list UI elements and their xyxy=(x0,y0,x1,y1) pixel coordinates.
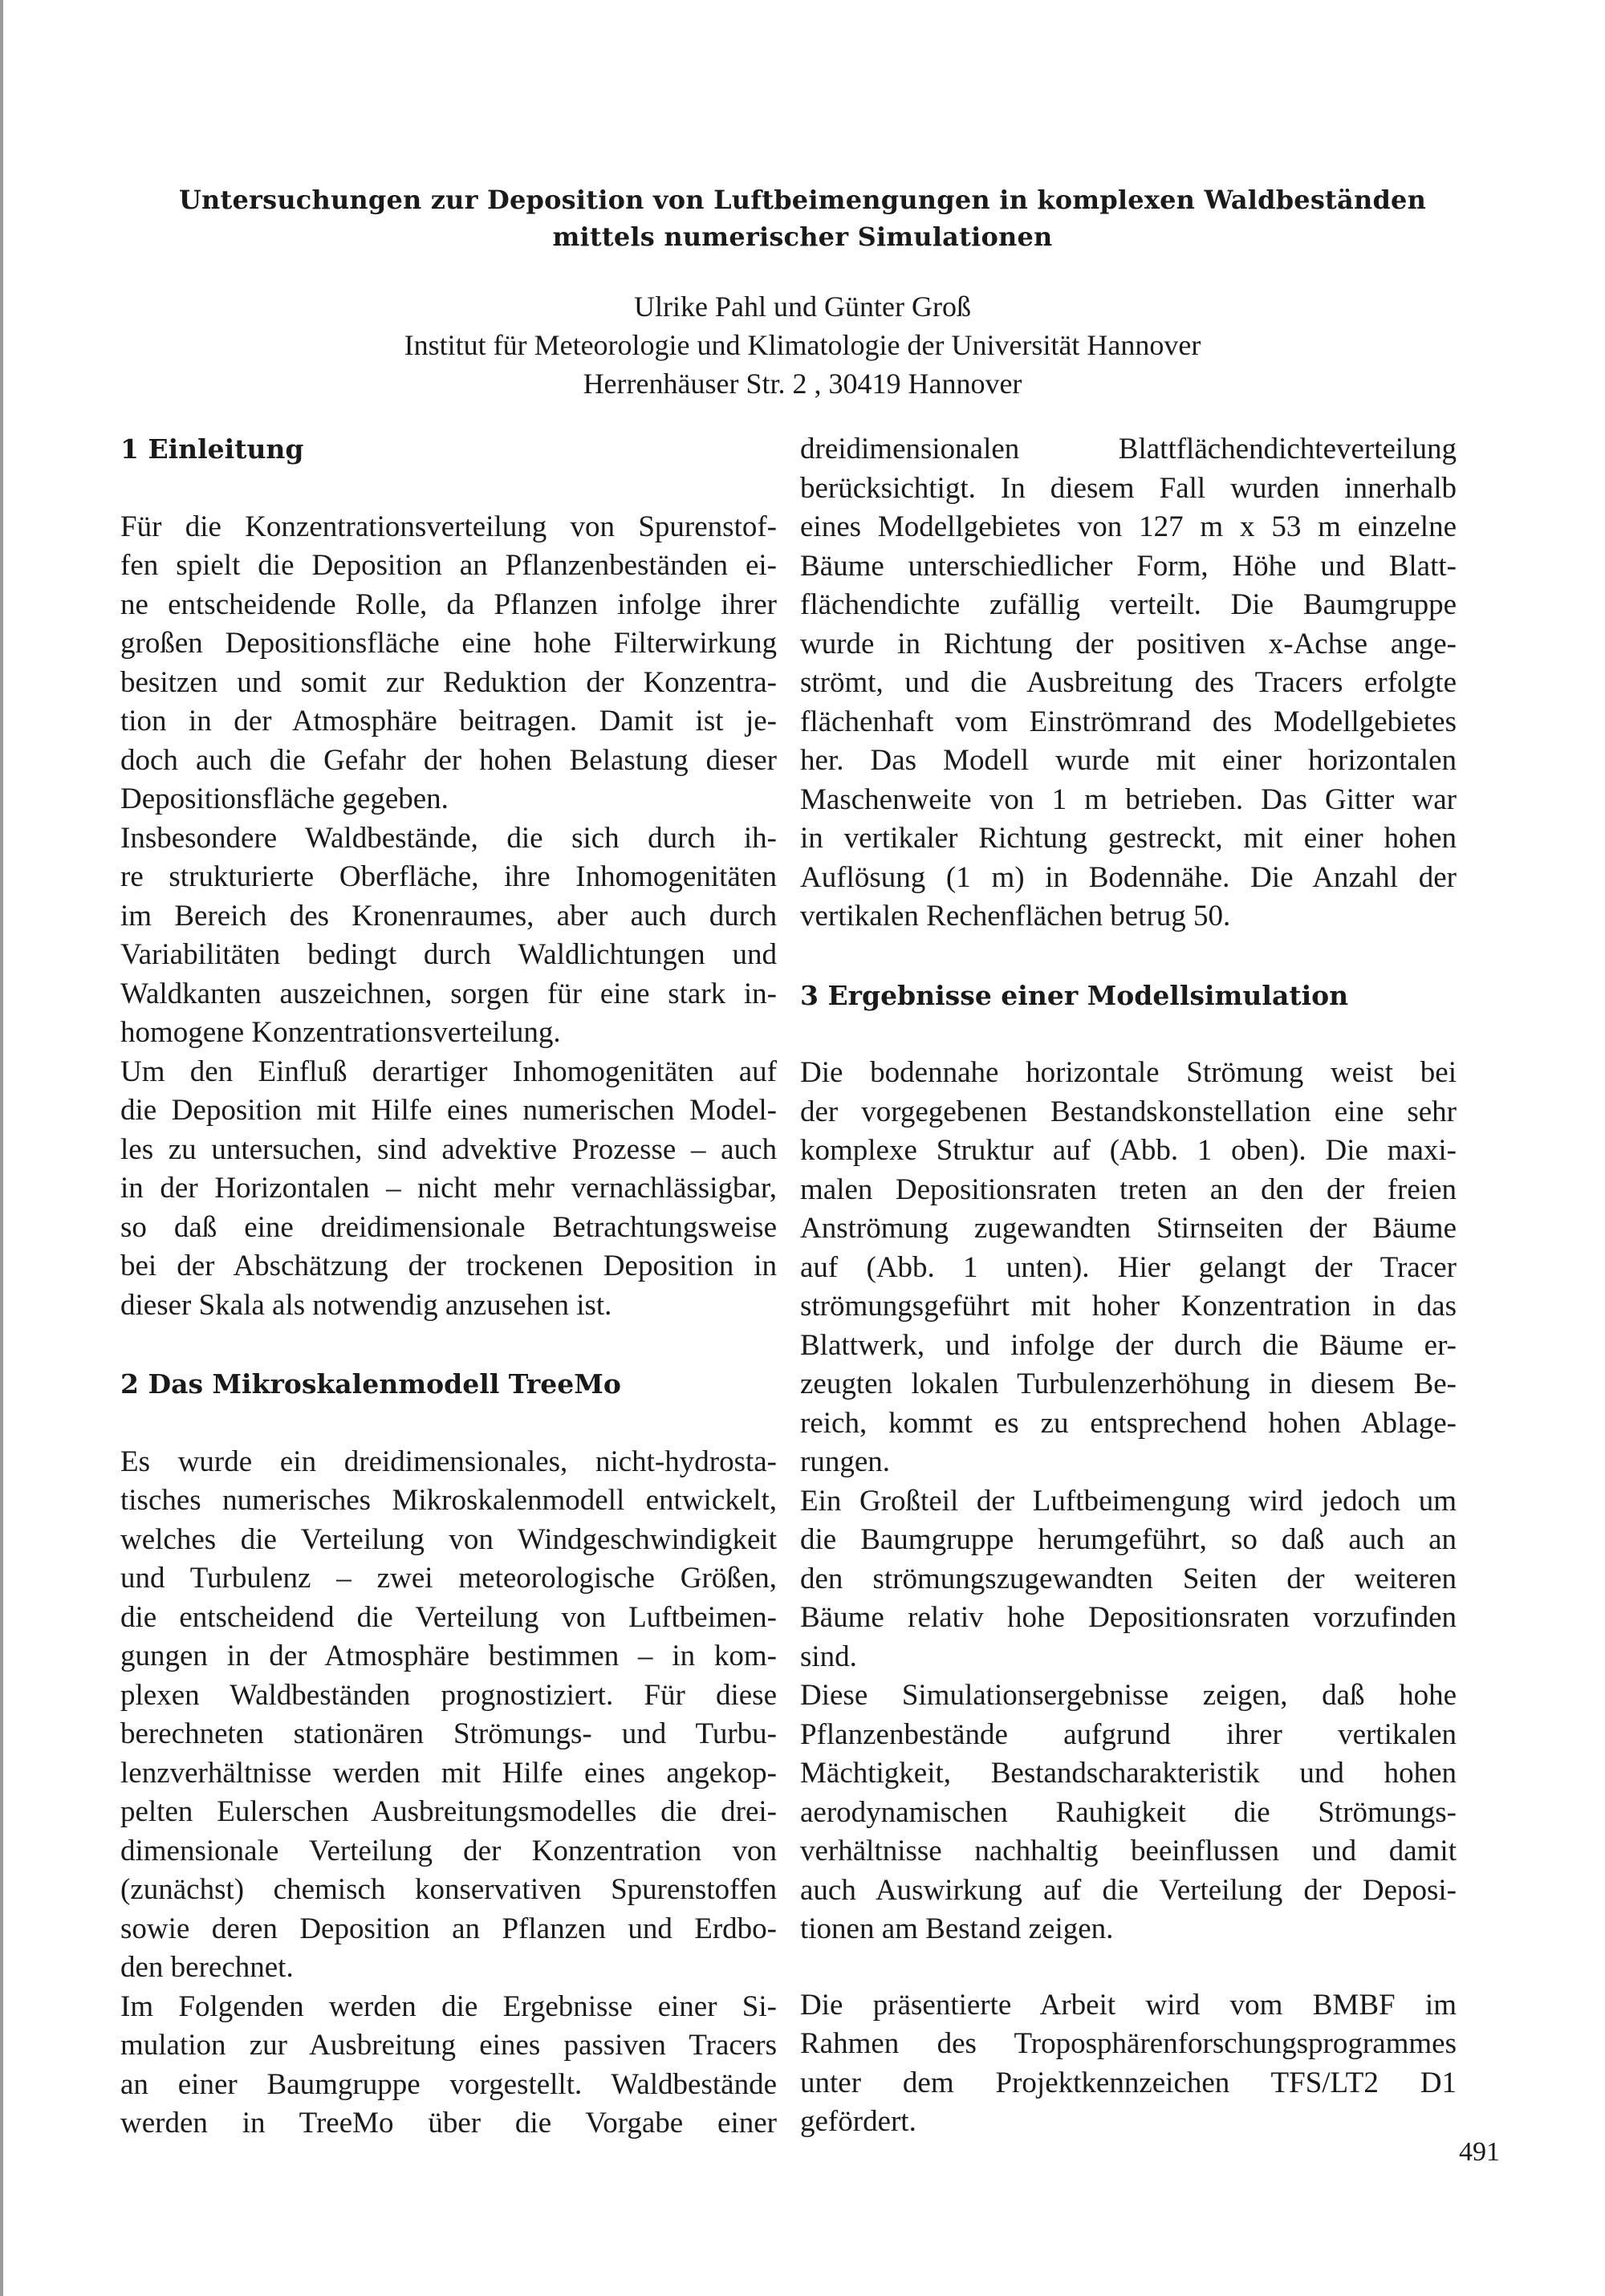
text-line: strömungsgeführt mit hoher Konzentration in das xyxy=(800,1290,1457,1323)
text-line: vertikalen Rechenflächen betrug 50. xyxy=(800,900,1231,933)
text-line: Auflösung (1 m) in Bodennähe. Die Anzahl der xyxy=(800,860,1457,894)
text-line: Waldkanten auszeichnen, sorgen für eine stark in- xyxy=(120,977,777,1010)
text-line: (zunächst) chemisch konservativen Spurenstoffen xyxy=(120,1873,777,1906)
text-line: Anströmung zugewandten Stirnseiten der Bäume xyxy=(800,1212,1457,1245)
paragraph xyxy=(800,1676,1457,1949)
text-line: tionen am Bestand zeigen. xyxy=(800,1912,1114,1945)
text-line: pelten Eulerschen Ausbreitungsmodelles die drei- xyxy=(120,1795,777,1828)
text-line: bei der Abschätzung der trockenen Deposition in xyxy=(120,1250,777,1282)
paragraph xyxy=(800,1054,1457,1482)
paragraph xyxy=(120,819,777,1053)
text-line: der vorgegebenen Bestandskonstellation eine sehr xyxy=(800,1095,1457,1128)
text-line: die Baumgruppe herumgeführt, so daß auch an xyxy=(800,1523,1457,1556)
section-heading-einleitung: 1 Einleitung xyxy=(120,433,304,465)
text-line: komplexe Struktur auf (Abb. 1 oben). Die maxi- xyxy=(800,1134,1457,1167)
text-line: flächenhaft vom Einströmrand des Modellgebietes xyxy=(800,705,1457,738)
text-line: an einer Baumgruppe vorgestellt. Waldbestände xyxy=(120,2067,777,2101)
text-line: Diese Simulationsergebnisse zeigen, daß hohe xyxy=(800,1679,1457,1712)
text-line: in vertikaler Richtung gestreckt, mit einer hohen xyxy=(800,822,1457,855)
paragraph xyxy=(120,1443,777,1988)
text-line: Um den Einfluß derartiger Inhomogenitäten auf xyxy=(120,1055,777,1088)
section-heading-ergebnisse: 3 Ergebnisse einer Modellsimulation xyxy=(800,979,1349,1011)
text-line: Die bodennahe horizontale Strömung weist bei xyxy=(800,1056,1457,1089)
right-column xyxy=(800,430,1457,2142)
text-line: Variabilitäten bedingt durch Waldlichtungen und xyxy=(120,938,777,971)
text-line: die entscheidend die Verteilung von Luftbeimen- xyxy=(120,1600,777,1634)
text-line: strömt, und die Ausbreitung des Tracers erfolgte xyxy=(800,666,1457,699)
text-line: lenzverhältnisse werden mit Hilfe eines angekop- xyxy=(120,1756,777,1790)
text-line: eines Modellgebietes von 127 m x 53 m einzelne xyxy=(800,510,1457,543)
text-line: auch Auswirkung auf die Verteilung der Deposi- xyxy=(800,1873,1457,1907)
text-line: rungen. xyxy=(800,1445,890,1478)
text-line: mulation zur Ausbreitung eines passiven Tracers xyxy=(120,2029,777,2062)
text-line: dreidimensionalen Blattflächendichteverteilung xyxy=(800,433,1457,465)
text-line: Bäume unterschiedlicher Form, Höhe und Blatt- xyxy=(800,549,1457,583)
paragraph xyxy=(120,1053,777,1326)
text-line: und Turbulenz – zwei meteorologische Größen, xyxy=(120,1562,777,1595)
text-line: sind. xyxy=(800,1640,857,1673)
text-line: Pflanzenbestände aufgrund ihrer vertikalen xyxy=(800,1717,1457,1751)
address: Herrenhäuser Str. 2 , 30419 Hannover xyxy=(583,368,1022,400)
left-column xyxy=(120,430,777,2144)
text-line: tion in der Atmosphäre beitragen. Damit ist je- xyxy=(120,705,777,738)
text-line: dimensionale Verteilung der Konzentration von xyxy=(120,1834,777,1867)
text-line: werden in TreeMo über die Vorgabe einer xyxy=(120,2107,777,2140)
text-line: Rahmen des Troposphärenforschungsprogrammes xyxy=(800,2027,1457,2060)
text-line: flächendichte zufällig verteilt. Die Baumgruppe xyxy=(800,588,1457,621)
paragraph xyxy=(800,1482,1457,1677)
text-line: les zu untersuchen, sind advektive Prozesse – auch xyxy=(120,1132,777,1166)
text-line: im Bereich des Kronenraumes, aber auch durch xyxy=(120,899,777,933)
text-line: malen Depositionsraten treten an den der freien xyxy=(800,1172,1457,1206)
text-line: den berechnet. xyxy=(120,1951,294,1984)
text-line: Für die Konzentrationsverteilung von Spurenstof- xyxy=(120,510,777,543)
text-line: den strömungszugewandten Seiten der weiteren xyxy=(800,1562,1457,1595)
text-line: homogene Konzentrationsverteilung. xyxy=(120,1016,561,1049)
text-line: re strukturierte Oberfläche, ihre Inhomogenitäten xyxy=(120,860,777,893)
text-line: Blattwerk, und infolge der durch die Bäume er- xyxy=(800,1328,1457,1362)
text-line: dieser Skala als notwendig anzusehen ist. xyxy=(120,1288,612,1322)
scan-edge xyxy=(0,0,3,2296)
text-line: Bäume relativ hohe Depositionsraten vorzufinden xyxy=(800,1601,1457,1634)
text-line: gungen in der Atmosphäre bestimmen – in kom- xyxy=(120,1640,777,1672)
text-line: Mächtigkeit, Bestandscharakteristik und hohen xyxy=(800,1757,1457,1790)
text-line: plexen Waldbeständen prognostiziert. Für diese xyxy=(120,1678,777,1712)
text-line: Insbesondere Waldbestände, die sich durch ih- xyxy=(120,821,777,855)
text-line: auf (Abb. 1 unten). Hier gelangt der Tracer xyxy=(800,1250,1457,1284)
text-line: Ein Großteil der Luftbeimengung wird jedoch um xyxy=(800,1484,1457,1518)
text-line: großen Depositionsfläche eine hohe Filterwirkung xyxy=(120,627,777,660)
text-line: welches die Verteilung von Windgeschwindigkeit xyxy=(120,1522,777,1556)
text-line: doch auch die Gefahr der hohen Belastung dieser xyxy=(120,743,777,777)
text-line: Die präsentierte Arbeit wird vom BMBF im xyxy=(800,1988,1457,2022)
text-line: ne entscheidende Rolle, da Pflanzen infolge ihrer xyxy=(120,587,777,621)
text-line: Es wurde ein dreidimensionales, nicht-hydrosta- xyxy=(120,1445,777,1478)
text-line: gefördert. xyxy=(800,2105,916,2138)
text-line: zeugten lokalen Turbulenzerhöhung in diesem Be- xyxy=(800,1367,1457,1400)
text-line: in der Horizontalen – nicht mehr vernachlässigbar, xyxy=(120,1172,777,1205)
text-line: wurde in Richtung der positiven x-Achse ange- xyxy=(800,627,1457,660)
text-line: verhältnisse nachhaltig beeinflussen und damit xyxy=(800,1835,1457,1867)
text-line: unter dem Projektkennzeichen TFS/LT2 D1 xyxy=(800,2066,1457,2099)
text-line: her. Das Modell wurde mit einer horizontalen xyxy=(800,744,1457,777)
text-line: berechneten stationären Strömungs- und Turbu- xyxy=(120,1717,777,1750)
text-line: sowie deren Deposition an Pflanzen und Erdbo- xyxy=(120,1912,777,1945)
affiliation: Institut für Meteorologie und Klimatologie der Universität Hannover xyxy=(404,329,1201,361)
page-number: 491 xyxy=(1459,2137,1500,2167)
paragraph-continued xyxy=(800,430,1457,937)
text-line: aerodynamischen Rauhigkeit die Strömungs- xyxy=(800,1795,1457,1829)
title-line: Untersuchungen zur Deposition von Luftbeimengungen in komplexen Waldbeständen xyxy=(178,185,1427,215)
text-line: so daß eine dreidimensionale Betrachtungsweise xyxy=(120,1210,777,1244)
text-line: berücksichtigt. In diesem Fall wurden innerhalb xyxy=(800,471,1457,505)
text-line: Im Folgenden werden die Ergebnisse einer Si- xyxy=(120,1989,777,2023)
text-line: besitzen und somit zur Reduktion der Konzentra- xyxy=(120,665,777,699)
acknowledgement xyxy=(800,1986,1457,2142)
text-line: die Deposition mit Hilfe eines numerischen Model- xyxy=(120,1094,777,1127)
author-block xyxy=(120,287,1485,403)
paragraph xyxy=(120,508,777,819)
title-line: mittels numerischer Simulationen xyxy=(552,221,1053,252)
text-line: Maschenweite von 1 m betrieben. Das Gitter war xyxy=(800,782,1457,816)
authors: Ulrike Pahl und Günter Groß xyxy=(634,291,971,323)
text-line: fen spielt die Deposition an Pflanzenbeständen ei- xyxy=(120,549,777,582)
section-heading-modell: 2 Das Mikroskalenmodell TreeMo xyxy=(120,1368,621,1400)
text-line: reich, kommt es zu entsprechend hohen Ablage- xyxy=(800,1406,1457,1440)
text-line: tisches numerisches Mikroskalenmodell entwickelt, xyxy=(120,1484,777,1517)
paragraph xyxy=(120,1988,777,2144)
text-line: Depositionsfläche gegeben. xyxy=(120,782,449,815)
paper-title xyxy=(120,181,1485,255)
